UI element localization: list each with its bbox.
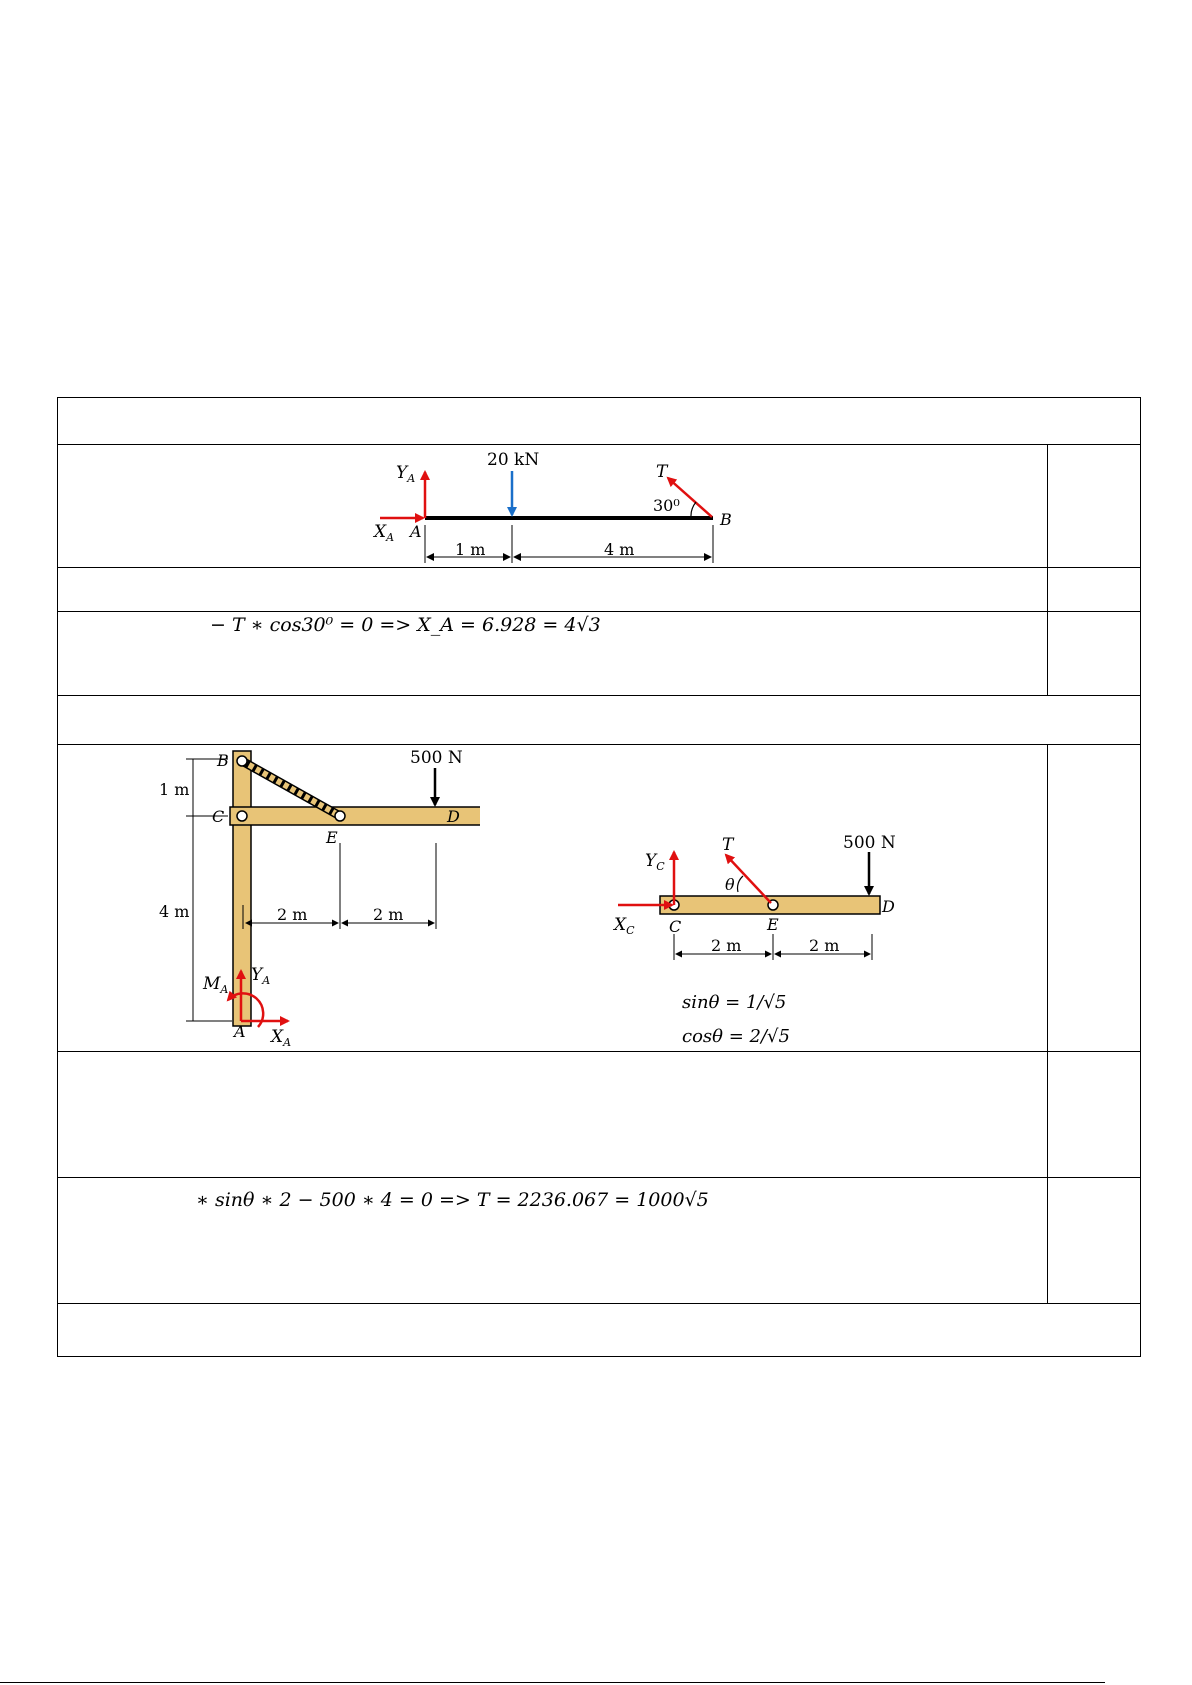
row-divider (58, 567, 1140, 568)
dim-4m-label: 4 m (604, 540, 635, 559)
theta-arc (738, 876, 743, 892)
horizontal-beam-cd (230, 807, 480, 825)
theta-label: θ (725, 875, 735, 894)
point-b-label: B (720, 510, 732, 529)
equation-sum-moment: ∗ sinθ ∗ 2 − 500 ∗ 4 = 0 => T = 2236.067 = 1000√5 (196, 1189, 709, 1211)
label-d: D (447, 807, 460, 826)
xc-label: $X_C$ (614, 915, 635, 937)
dim-4m-label: 4 m (159, 902, 190, 921)
yc-label: $Y_C$ (645, 851, 665, 873)
equation-sum-fx: − T ∗ cos30⁰ = 0 => X_A = 6.928 = 4√3 (210, 614, 601, 636)
ma-label: $M_A$ (203, 974, 229, 996)
label-e: E (767, 915, 779, 934)
pin-c (237, 811, 247, 821)
column-divider (1047, 444, 1048, 695)
label-c: C (669, 917, 682, 936)
row-divider (58, 1051, 1140, 1052)
cos-theta: cosθ = 2/√5 (682, 1026, 790, 1047)
dim-2m-a-label: 2 m (277, 905, 308, 924)
row-divider (58, 1303, 1140, 1304)
point-a-label: A (410, 522, 422, 541)
xa-label: $X_A$ (271, 1027, 292, 1049)
tension-label: T (656, 462, 668, 482)
row-divider (58, 611, 1140, 612)
dim-2m-b-label: 2 m (373, 905, 404, 924)
row-divider (58, 1177, 1140, 1178)
angle-label: 30⁰ (653, 496, 680, 515)
tension-label: T (722, 835, 734, 855)
dim-2m-b-label: 2 m (809, 936, 840, 955)
load-500n-label: 500 N (843, 833, 896, 853)
label-e: E (326, 828, 338, 847)
label-a: A (234, 1022, 246, 1041)
dim-1m-label: 1 m (455, 540, 486, 559)
label-d: D (882, 897, 895, 916)
load-500n-label: 500 N (410, 748, 463, 768)
beam-cd-free-body-diagram (610, 830, 910, 1050)
pin-e (335, 811, 345, 821)
xa-label: $X_A$ (374, 522, 395, 544)
page-bottom-rule (0, 1682, 1105, 1683)
frame-structure-diagram (140, 745, 480, 1050)
load-label: 20 kN (487, 450, 540, 470)
row-divider (58, 695, 1140, 696)
sin-theta: sinθ = 1/√5 (682, 992, 787, 1013)
beam-free-body-diagram (360, 445, 740, 565)
label-c: C (212, 807, 225, 826)
ya-label: $Y_A$ (396, 463, 416, 485)
pin-b (237, 756, 247, 766)
angle-arc (691, 502, 696, 517)
dim-2m-a-label: 2 m (711, 936, 742, 955)
dim-1m-label: 1 m (159, 780, 190, 799)
column-divider (1047, 744, 1048, 1303)
label-b: B (217, 751, 229, 770)
ya-label: $Y_A$ (251, 965, 271, 987)
